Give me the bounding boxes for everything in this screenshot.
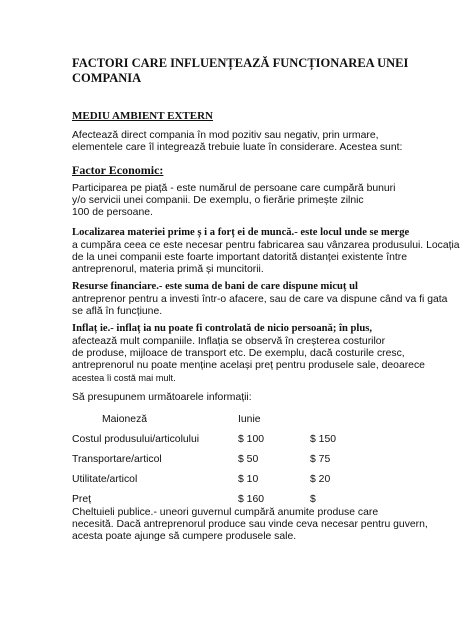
table-cell: $ 50: [238, 454, 259, 465]
table-cell: $ 150: [310, 434, 337, 445]
table-header-cell: Iunie: [238, 414, 261, 425]
section-heading: MEDIU AMBIENT EXTERN: [72, 110, 213, 122]
table-row: [72, 454, 336, 474]
factor-economic-heading: Factor Economic:: [72, 163, 164, 177]
table-cell: Utilitate/articol: [72, 474, 138, 485]
table-cell: Transportare/articol: [72, 454, 162, 465]
paragraph-raw-material-location: a cumpăra ceea ce este necesar pentru fabricarea sau vânzarea produsului. Locația de la unei companii este foarte important datorită distanței existente între antreprenorul, materia primă și muncitorii.: [72, 240, 460, 275]
heading-financial-resources: Resurse financiare.- este suma de bani de care dispune micuț ul: [72, 281, 358, 292]
table-cell: Preț: [72, 494, 92, 505]
table-cell: Costul produsului/articolului: [72, 434, 200, 445]
table-header-row: [72, 414, 336, 434]
table-cell: $ 75: [310, 454, 331, 465]
heading-inflation: Inflaț ie.- inflaț ia nu poate fi controlată de nicio persoană; în plus,: [72, 323, 372, 334]
table-cell: $ 20: [310, 474, 331, 485]
table-row: [72, 474, 336, 494]
paragraph-market-participation: Participarea pe piață - este numărul de persoane care cumpără bunuri y/o servicii unei companii. De exemplu, o fierărie primește zilnic 100 de persoane.: [72, 183, 396, 218]
table-header-cell: Maioneză: [102, 414, 148, 425]
intro-paragraph: Afectează direct compania în mod pozitiv sau negativ, prin urmare, elementele care îl integrează trebuie luate în considerare. Acestea sunt:: [72, 130, 403, 153]
table-cell: $ 160: [238, 494, 265, 505]
paragraph-public-spending: Cheltuieli publice.- uneori guvernul cumpără anumite produse care necesită. Dacă antreprenorul produce sau vinde ceva necesar pentru guvern, acesta poate ajunge să cumpere produsele sale.: [72, 507, 428, 542]
table-cell: $ 100: [238, 434, 265, 445]
cost-table: [72, 414, 336, 514]
table-intro: Să presupunem următoarele informații:: [72, 392, 252, 403]
table-cell: $ 10: [238, 474, 259, 485]
document-title: FACTORI CARE INFLUENȚEAZĂ FUNCȚIONAREA UNEI COMPANIA: [72, 56, 409, 85]
table-cell: $: [310, 494, 316, 505]
paragraph-inflation: afectează mult companiile. Inflația se observă în creșterea costurilor de produse, mijloace de transport etc. De exemplu, dacă costurile cresc, antreprenorul nu poate menține același preț pentru produsele sale, deoarece acestea îi costă mai mult.: [72, 336, 425, 383]
heading-raw-material-location: Localizarea materiei prime ș i a forț ei de muncă.- este locul unde se merge: [72, 227, 410, 238]
table-row: [72, 434, 336, 454]
paragraph-financial-resources: antreprenor pentru a investi într-o afacere, sau de care va dispune când va fi gata se află în funcțiune.: [72, 294, 448, 317]
